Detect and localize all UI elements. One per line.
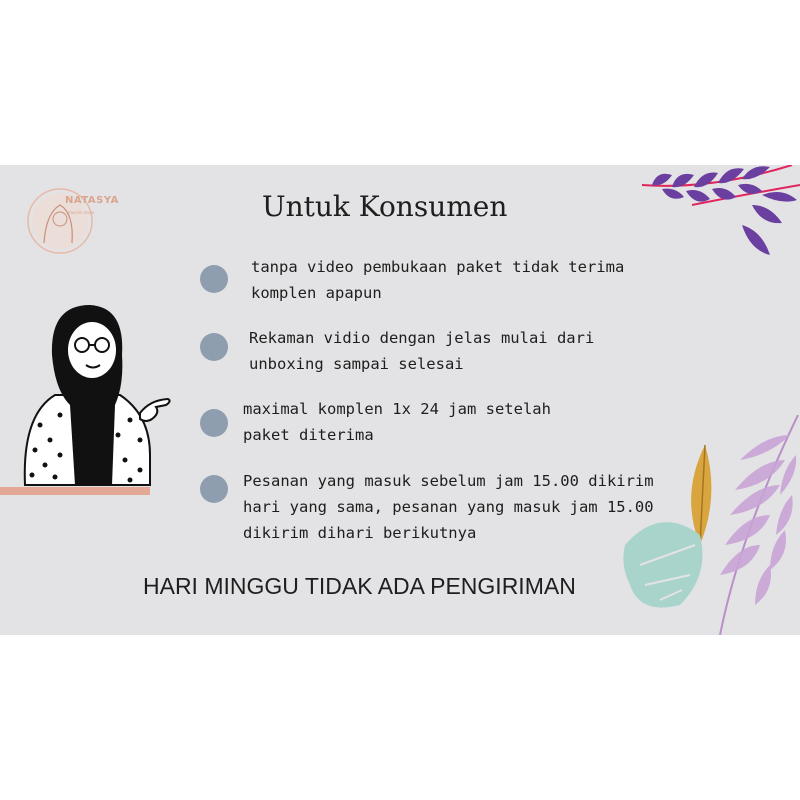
- tropical-leaves-icon: [620, 415, 800, 635]
- purple-leaves-icon: [632, 165, 800, 275]
- bullet-icon: [200, 265, 228, 293]
- bullet-icon: [200, 475, 228, 503]
- woman-hijab-illustration-icon: [0, 295, 180, 505]
- bullet-icon: [200, 409, 228, 437]
- item-text: Pesanan yang masuk sebelum jam 15.00 dikirim hari yang sama, pesanan yang masuk jam 15.00 dikirim dihari berikutnya: [243, 472, 654, 542]
- footer-notice: HARI MINGGU TIDAK ADA PENGIRIMAN: [143, 573, 576, 599]
- brand-tagline: muslim store: [68, 210, 95, 215]
- bullet-icon: [200, 333, 228, 361]
- item-text: tanpa video pembukaan paket tidak terima komplen apapun: [251, 258, 625, 302]
- info-banner: [0, 165, 800, 635]
- item-text: Rekaman vidio dengan jelas mulai dari unboxing sampai selesai: [249, 329, 595, 373]
- page-title: Untuk Konsumen: [262, 190, 508, 223]
- brand-name: NATASYA: [65, 195, 119, 206]
- item-text: maximal komplen 1x 24 jam setelah paket diterima: [243, 400, 551, 444]
